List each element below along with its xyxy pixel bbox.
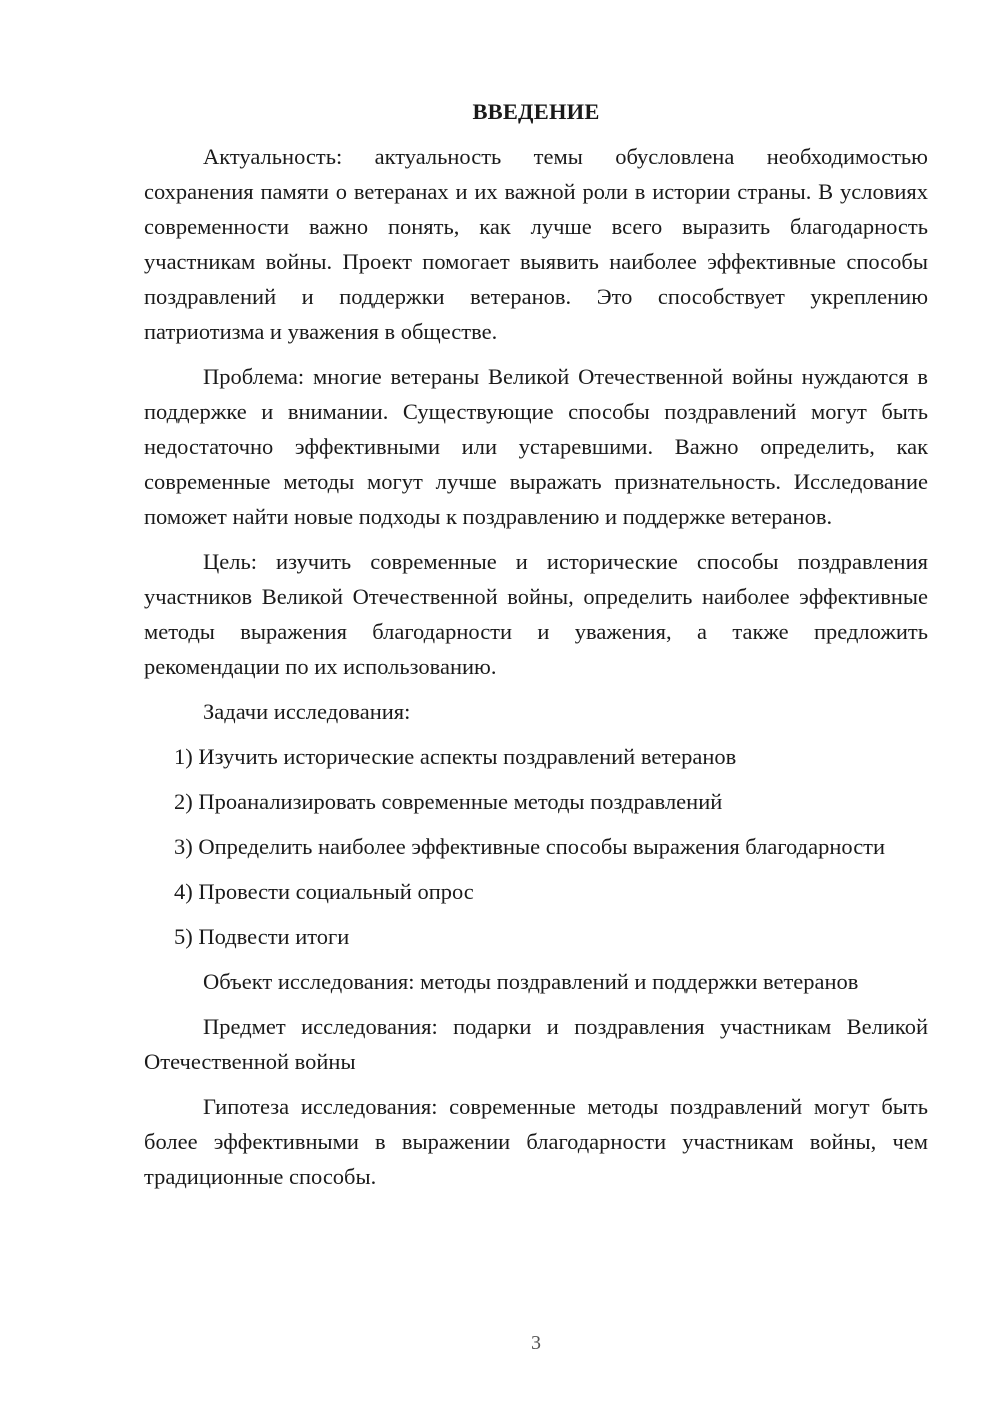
paragraph-subject: Предмет исследования: подарки и поздравления участникам Великой Отечественной войны — [144, 1014, 928, 1074]
tasks-list — [144, 739, 928, 954]
page-content — [144, 94, 928, 1204]
paragraph-object: Объект исследования: методы поздравлений и поддержки ветеранов — [203, 969, 859, 994]
list-item: 2) Проанализировать современные методы поздравлений — [174, 789, 723, 814]
list-item: 5) Подвести итоги — [174, 924, 350, 949]
paragraph-goal: Цель: изучить современные и исторические способы поздравления участников Великой Отечественной войны, определить наиболее эффективные методы выражения благодарности и уважения, а также предложить рекомендации по их использованию. — [144, 549, 928, 679]
paragraph-hypothesis: Гипотеза исследования: современные методы поздравлений могут быть более эффективными в выражении благодарности участникам войны, чем традиционные способы. — [144, 1094, 928, 1189]
paragraph-relevance: Актуальность: актуальность темы обусловлена необходимостью сохранения памяти о ветеранах и их важной роли в истории страны. В условиях современности важно понять, как лучше всего выразить благодарность участникам войны. Проект помогает выявить наиболее эффективные способы поздравлений и поддержки ветеранов. Это способствует укреплению патриотизма и уважения в обществе. — [144, 144, 928, 344]
page-number: 3 — [531, 1332, 541, 1354]
tasks-heading: Задачи исследования: — [203, 699, 411, 724]
list-item: 3) Определить наиболее эффективные способы выражения благодарности — [174, 834, 886, 859]
list-item: 1) Изучить исторические аспекты поздравлений ветеранов — [174, 744, 737, 769]
paragraph-problem: Проблема: многие ветераны Великой Отечественной войны нуждаются в поддержке и внимании. Существующие способы поздравлений могут быть недостаточно эффективными или устаревшими. Важно определить, как современные методы могут лучше выражать признательность. Исследование поможет найти новые подходы к поздравлению и поддержке ветеранов. — [144, 364, 928, 529]
section-title: ВВЕДЕНИЕ — [472, 99, 600, 124]
list-item: 4) Провести социальный опрос — [174, 879, 474, 904]
